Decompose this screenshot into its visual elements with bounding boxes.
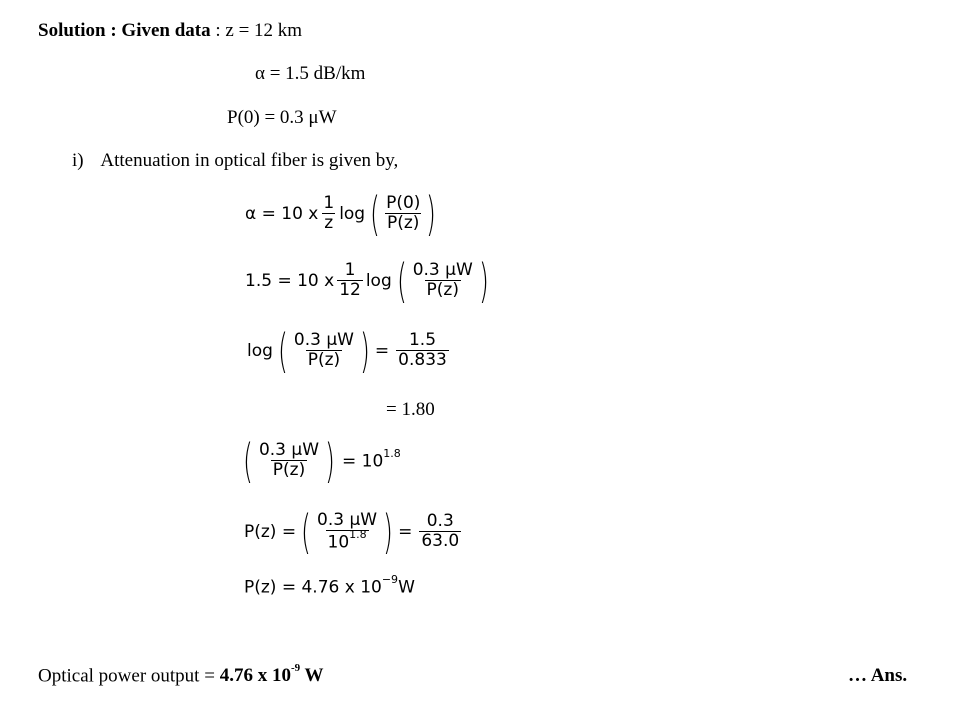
eq2-fraction — [337, 262, 363, 300]
eq3-r-num: 1.5 — [408, 330, 437, 351]
z-value: : z = 12 km — [215, 20, 303, 41]
eq2-lhs: 1.5 = 10 x — [245, 271, 335, 291]
final-answer — [38, 662, 324, 687]
eq1-lhs: α = 10 x — [245, 204, 319, 224]
eq1-fraction — [321, 195, 336, 233]
eq1-p-den: P(z) — [387, 213, 420, 233]
given-data-label: Given data — [121, 20, 211, 41]
eq3-p-num: 0.3 μW — [293, 330, 354, 351]
eq1-frac-num: 1 — [323, 193, 335, 214]
eq6-paren-group: ( $\frac{0.3 \mu W}{10^{1.8}}$ ) — [301, 505, 394, 559]
eq1-log: log — [339, 204, 366, 224]
eq6-p-num: 0.3 μW — [317, 509, 378, 530]
eq1-frac-den: z — [324, 213, 334, 233]
step-text: Attenuation in optical fiber is given by, — [100, 150, 399, 171]
equation-pz-calc — [244, 505, 464, 559]
equation-log-ratio — [247, 324, 452, 378]
eq3-log: log — [247, 341, 273, 361]
answer-value: 4.76 x $10^{-9}$ W — [219, 662, 324, 687]
alpha-value: α = 1.5 dB/km — [255, 63, 366, 84]
eq2-p-num: 0.3 μW — [412, 260, 473, 281]
eq7-exponent: −9 — [381, 573, 399, 586]
eq6-equals: = — [398, 522, 413, 542]
eq3-paren-group: ( $\frac{0.3 \mu W}{P(z)}$ ) — [277, 324, 370, 378]
eq3-equals: = — [374, 341, 390, 361]
eq3-result-fraction — [396, 332, 449, 370]
eq3-p-den: P(z) — [307, 350, 341, 370]
answer-prefix: Optical power output = — [38, 665, 220, 687]
equation-pz-result: P(z) = 4.76 x $10^{-9}W$ — [244, 573, 415, 598]
eq6-r-den: 63.0 — [421, 531, 460, 551]
p0-value: P(0) = 0.3 μW — [227, 107, 337, 128]
step-number: i) — [72, 150, 84, 171]
eq6-r-num: 0.3 — [426, 511, 454, 532]
equation-log-value: = 1.80 — [386, 399, 435, 420]
eq2-frac-num: 1 — [344, 260, 356, 281]
solution-label: Solution : — [38, 20, 117, 41]
eq2-log: log — [365, 271, 392, 291]
eq5-paren-group: ( $\frac{0.3 \mu W}{P(z)}$ ) — [243, 434, 335, 488]
eq3-r-den: 0.833 — [398, 350, 447, 370]
eq5-rhs: = $10^{1.8}$ — [341, 447, 401, 472]
eq6-p-den: $10^{1.8}$ — [327, 527, 367, 553]
eq2-frac-den: 12 — [339, 280, 361, 300]
eq1-paren-group: ( $\frac{P(0)}{P(z)}$ ) — [370, 187, 437, 241]
eq7-unit: W — [398, 577, 415, 598]
eq5-rhs-exponent: 1.8 — [383, 447, 401, 461]
eq2-paren-group: ( $\frac{0.3 \mu W}{P(z)}$ ) — [396, 254, 489, 308]
eq5-p-den: P(z) — [272, 460, 306, 480]
eq5-p-num: 0.3 μW — [258, 440, 320, 461]
ans-label: … Ans. — [848, 665, 908, 686]
eq6-lhs: P(z) = — [244, 522, 297, 542]
eq1-p-num: P(0) — [386, 193, 421, 214]
equation-substitution — [245, 254, 490, 308]
given-line-z — [38, 20, 302, 42]
step-heading — [72, 150, 398, 172]
equation-power-ratio — [242, 434, 401, 488]
equation-attenuation-formula — [245, 187, 437, 241]
eq6-result-fraction — [419, 513, 461, 551]
eq2-p-den: P(z) — [426, 280, 459, 300]
